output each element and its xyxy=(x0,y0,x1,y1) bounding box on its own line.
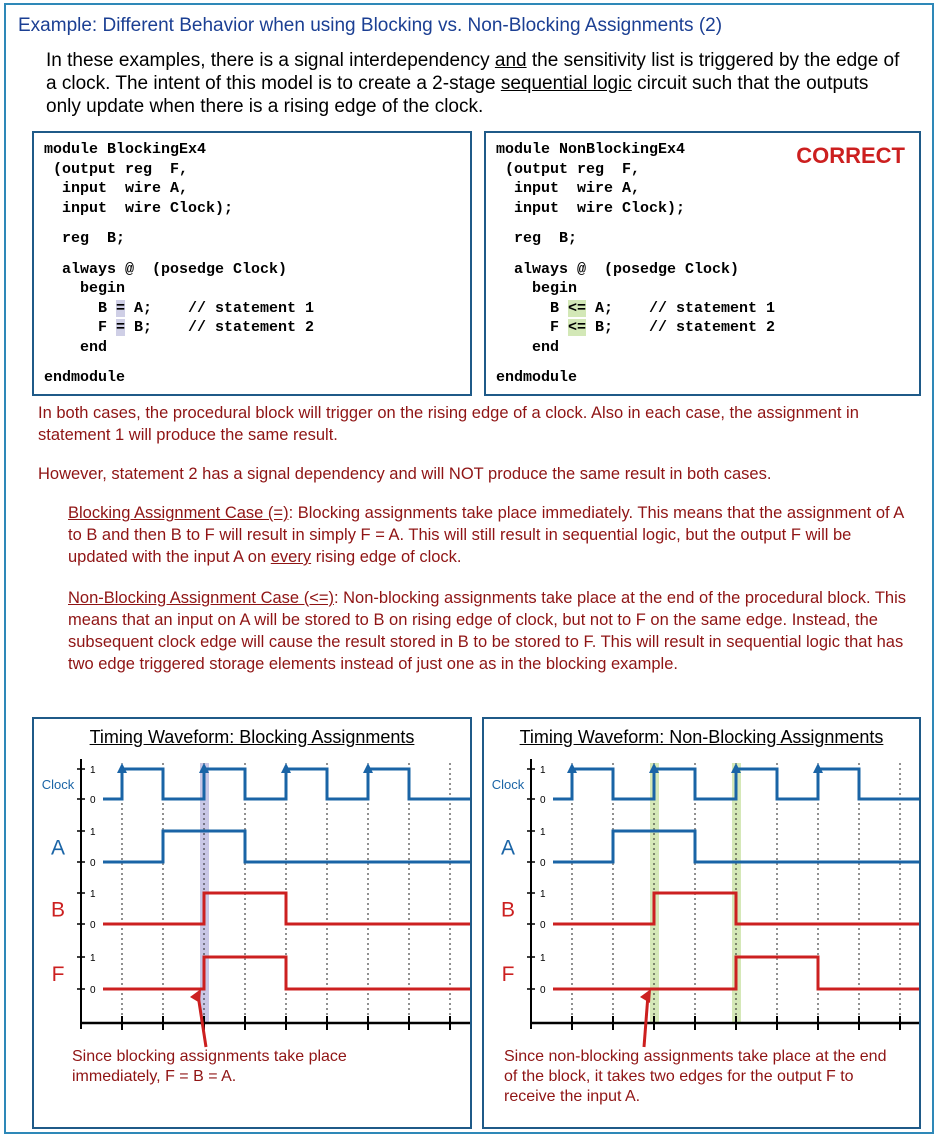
signal-label-A: A xyxy=(500,836,516,860)
nonblocking-operator-1: <= xyxy=(568,299,587,317)
nonblocking-waveform-box xyxy=(482,717,921,1129)
level-low-label: 0 xyxy=(90,985,96,996)
correct-label: CORRECT xyxy=(796,143,905,168)
blocking-waveform-caption: Since blocking assignments take place immediately, F = B = A. xyxy=(72,1048,347,1085)
level-low-label: 0 xyxy=(540,858,546,869)
waveform-F xyxy=(103,957,470,989)
code-header: module NonBlockingEx4 (output reg F, input wire A, input wire Clock); xyxy=(496,141,686,217)
code-reg: reg B; xyxy=(44,230,126,247)
waveform-F xyxy=(553,957,919,989)
slide xyxy=(4,3,934,1134)
level-low-label: 0 xyxy=(90,920,96,931)
intro-text-3: circuit such that the outputs only update when there is a rising edge of the clock. xyxy=(46,73,869,117)
annotation-arrowhead xyxy=(640,989,651,1003)
blocking-case-every: every xyxy=(270,548,312,566)
level-high-label: 1 xyxy=(540,889,546,900)
note-both-cases: In both cases, the procedural block will trigger on the rising edge of a clock. Also in each case, the assignment in statement 1 will produce the same result. xyxy=(38,404,859,444)
level-high-label: 1 xyxy=(90,953,96,964)
blocking-operator-1: = xyxy=(116,299,126,317)
intro-emphasis-and: and xyxy=(494,50,527,71)
nonblocking-operator-2: <= xyxy=(568,319,587,336)
level-high-label: 1 xyxy=(90,765,96,776)
signal-label-F: F xyxy=(501,963,515,986)
code-endmodule: endmodule xyxy=(44,369,126,386)
code-header: module BlockingEx4 (output reg F, input wire A, input wire Clock); xyxy=(44,141,234,217)
code-always: always @ (posedge Clock) begin xyxy=(62,260,288,297)
nonblocking-waveform-title: Timing Waveform: Non-Blocking Assignments xyxy=(519,727,884,747)
level-high-label: 1 xyxy=(90,889,96,900)
level-low-label: 0 xyxy=(90,858,96,869)
level-high-label: 1 xyxy=(540,765,546,776)
level-low-label: 0 xyxy=(540,795,546,806)
blocking-code xyxy=(44,140,314,388)
blocking-waveform-box xyxy=(32,717,472,1129)
nonblocking-code xyxy=(496,140,775,388)
code-statement-2: F = B; // statement 2 xyxy=(44,319,315,336)
note-nonblocking-case: Non-Blocking Assignment Case (<=): Non-blocking assignments take place at the end of the procedural block. This means that an input on A will be stored to B on rising edge of clock, but not to F on the same edge. Instead, the subsequent clock edge will cause the result stored in B to be stored to F. This will result in sequential logic that has two edge triggered storage elements instead of just one as in the blocking example. xyxy=(68,589,906,673)
code-end: end xyxy=(496,338,560,356)
waveform-B xyxy=(103,893,470,924)
blocking-case-heading: Blocking Assignment Case (=) xyxy=(68,504,289,522)
code-end: end xyxy=(44,338,108,356)
note-however: However, statement 2 has a signal dependency and will NOT produce the same result in both cases. xyxy=(38,465,772,483)
signal-label-A: A xyxy=(50,836,66,860)
signal-label-clock: Clock xyxy=(41,777,75,792)
level-high-label: 1 xyxy=(540,827,546,838)
signal-label-B: B xyxy=(50,898,66,922)
blocking-code-box xyxy=(32,131,472,396)
intro-text-2: the sensitivity list is triggered by the edge of a clock. The intent of this model is to create a 2-stage xyxy=(46,50,900,94)
waveform-clock xyxy=(103,769,470,799)
nonblocking-case-heading: Non-Blocking Assignment Case (<=) xyxy=(68,589,334,607)
intro-text-1: In these examples, there is a signal interdependency xyxy=(46,50,495,71)
slide-title: Example: Different Behavior when using Blocking vs. Non-Blocking Assignments (2) xyxy=(18,15,723,36)
code-always: always @ (posedge Clock) begin xyxy=(514,260,740,297)
blocking-waveform-title: Timing Waveform: Blocking Assignments xyxy=(89,727,415,747)
nonblocking-waveform-caption: Since non-blocking assignments take place at the end of the block, it takes two edges for the output F to receive the input A. xyxy=(504,1048,887,1105)
level-low-label: 0 xyxy=(540,985,546,996)
note-blocking-case: Blocking Assignment Case (=): Blocking assignments take place immediately. This means that the assignment of A to B and then B to F will result in simply F = A. This will still result in sequential logic, but the output F will be updated with the input A on every rising edge of clock. xyxy=(68,504,904,566)
intro-paragraph xyxy=(46,49,906,118)
level-high-label: 1 xyxy=(90,827,96,838)
code-reg: reg B; xyxy=(496,230,578,247)
code-statement-1: B <= A; // statement 1 xyxy=(496,299,776,317)
code-statement-2: F <= B; // statement 2 xyxy=(496,319,776,336)
signal-label-B: B xyxy=(500,898,516,922)
annotation-arrow xyxy=(644,995,648,1047)
waveform-clock xyxy=(553,769,919,799)
level-high-label: 1 xyxy=(540,953,546,964)
code-statement-1: B = A; // statement 1 xyxy=(44,299,315,317)
signal-label-clock: Clock xyxy=(491,777,525,792)
level-low-label: 0 xyxy=(540,920,546,931)
waveform-B xyxy=(553,893,919,924)
nonblocking-code-box xyxy=(484,131,921,396)
blocking-operator-2: = xyxy=(116,319,126,336)
code-endmodule: endmodule xyxy=(496,369,578,386)
level-low-label: 0 xyxy=(90,795,96,806)
annotation-arrowhead xyxy=(190,989,201,1003)
signal-label-F: F xyxy=(51,963,65,986)
intro-emphasis-sequential: sequential logic xyxy=(500,73,632,94)
waveform-A xyxy=(103,831,470,862)
